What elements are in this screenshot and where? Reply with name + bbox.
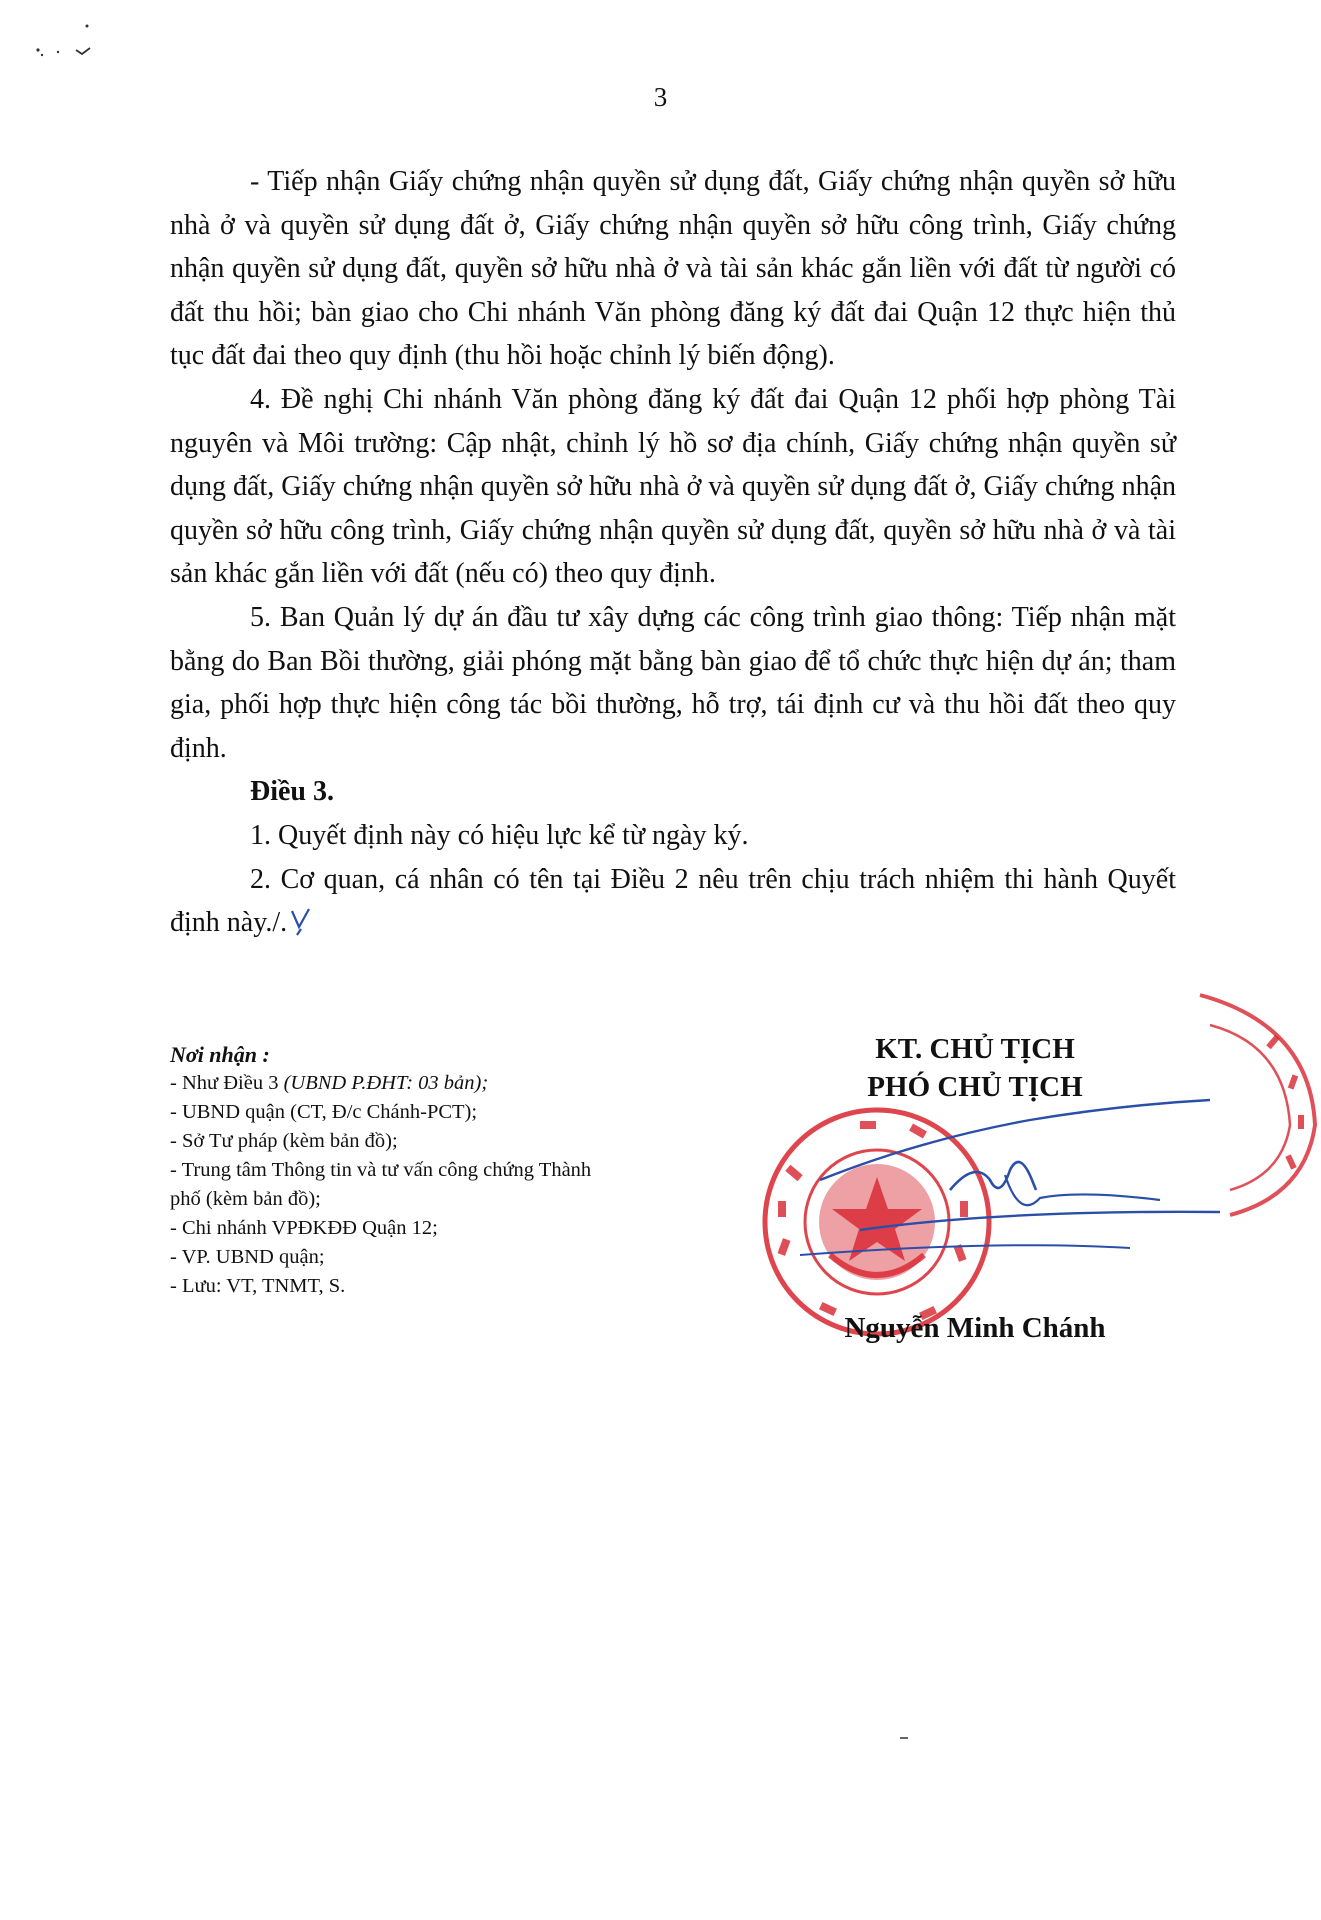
scan-artifact-marks <box>30 20 110 70</box>
article-3-item-2 <box>170 858 1176 945</box>
article-3-item-1: 1. Quyết định này có hiệu lực kể từ ngày ký. <box>250 819 749 851</box>
handwritten-signature-icon <box>800 1080 1220 1300</box>
recipient-item-note: (UBND P.ĐHT: 03 bản); <box>283 1072 489 1094</box>
signature-title-line2: PHÓ CHỦ TỊCH <box>867 1071 1083 1103</box>
recipient-item: - Sở Tư pháp (kèm bản đồ); <box>170 1130 398 1152</box>
recipients-title: Nơi nhận : <box>170 1042 270 1067</box>
article-3-heading: Điều 3. <box>250 776 334 808</box>
paragraph-receive-certificates: - Tiếp nhận Giấy chứng nhận quyền sử dụng đất, Giấy chứng nhận quyền sở hữu nhà ở và quyền sử dụng đất ở, Giấy chứng nhận quyền sở hữu công trình, Giấy chứng nhận quyền sử dụng đất, quyền sở hữu nhà ở và tài sản khác gắn liền với đất từ người có đất thu hồi; bàn giao cho Chi nhánh Văn phòng đăng ký đất đai Quận 12 thực hiện thủ tục đất đai theo quy định (thu hồi hoặc chỉnh lý biến động). <box>170 166 1176 372</box>
recipient-item-text: - Như Điều 3 <box>170 1072 284 1094</box>
recipient-item: - Lưu: VT, TNMT, S. <box>170 1275 346 1297</box>
signature-title-line1: KT. CHỦ TỊCH <box>875 1033 1075 1065</box>
recipient-item: - VP. UBND quận; <box>170 1246 325 1268</box>
paragraph-item-5: 5. Ban Quản lý dự án đầu tư xây dựng các công trình giao thông: Tiếp nhận mặt bằng do Ban Bồi thường, giải phóng mặt bằng bàn giao để tổ chức thực hiện dự án; tham gia, phối hợp thực hiện công tác bồi thường, hỗ trợ, tái định cư và thu hồi đất theo quy định. <box>170 601 1176 764</box>
signer-name: Nguyễn Minh Chánh <box>844 1312 1106 1344</box>
recipient-item: - Chi nhánh VPĐKĐĐ Quận 12; <box>170 1217 438 1239</box>
article-3-item-2-text: 2. Cơ quan, cá nhân có tên tại Điều 2 nêu trên chịu trách nhiệm thi hành Quyết định này./. <box>170 863 1176 939</box>
initial-mark-icon <box>289 907 315 937</box>
paragraph-item-4: 4. Đề nghị Chi nhánh Văn phòng đăng ký đất đai Quận 12 phối hợp phòng Tài nguyên và Môi trường: Cập nhật, chỉnh lý hồ sơ địa chính, Giấy chứng nhận quyền sử dụng đất, Giấy chứng nhận quyền sở hữu nhà ở và quyền sử dụng đất ở, Giấy chứng nhận quyền sở hữu công trình, Giấy chứng nhận quyền sử dụng đất, quyền sở hữu nhà ở và tài sản khác gắn liền với đất (nếu có) theo quy định. <box>170 383 1176 590</box>
recipient-item <box>170 1069 610 1098</box>
recipient-item: - UBND quận (CT, Đ/c Chánh-PCT); <box>170 1101 478 1123</box>
recipients-list <box>170 1040 610 1301</box>
body-text <box>170 160 1176 945</box>
scan-dot-mark <box>900 1735 910 1741</box>
page-number: 3 <box>653 82 668 112</box>
recipient-item: - Trung tâm Thông tin và tư vấn công chứng Thành phố (kèm bản đồ); <box>170 1159 592 1210</box>
